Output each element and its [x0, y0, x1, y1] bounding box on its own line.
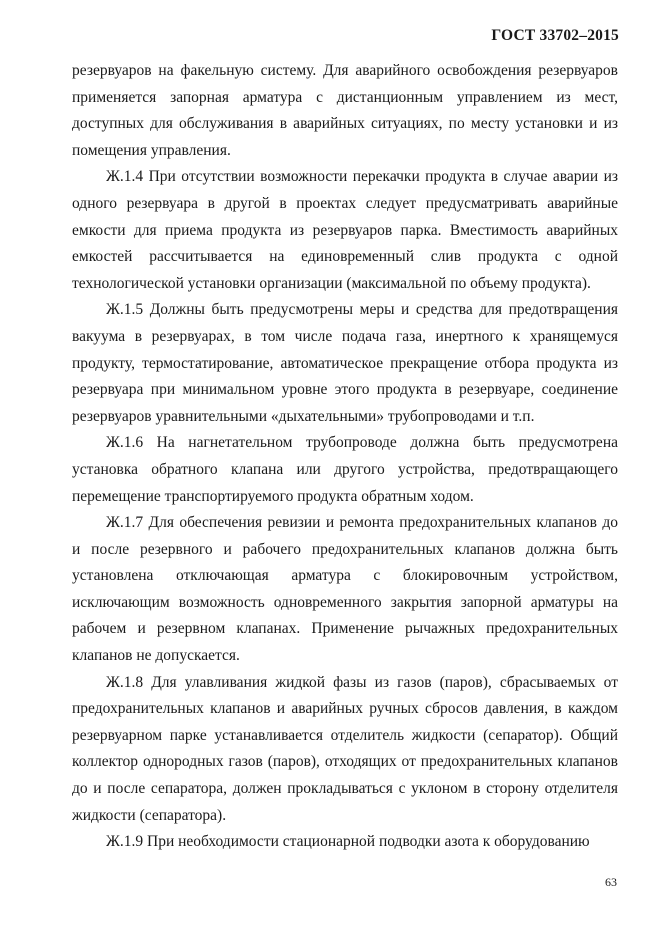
- page-number: 63: [605, 875, 617, 889]
- paragraph-j-1-6: Ж.1.6 На нагнетательном трубопроводе должна быть предусмотрена установка обратного клапана или другого устройства, предотвращающего перемещение транспортируемого продукта обратным ходом.: [72, 434, 618, 505]
- paragraph-j-1-8: Ж.1.8 Для улавливания жидкой фазы из газов (паров), сбрасываемых от предохранительных клапанов и аварийных ручных сбросов давления, в каждом резервуарном парке устанавливается отделитель жидкости (сепаратор). Общий коллектор однородных газов (паров), отходящих от предохранительных клапанов до и после сепаратора, должен прокладываться с уклоном в сторону отделителя жидкости (сепаратора).: [72, 673, 618, 824]
- page-content: [72, 58, 618, 856]
- paragraph-continuation: резервуаров на факельную систему. Для аварийного освобождения резервуаров применяется запорная арматура с дистанционным управлением из мест, доступных для обслуживания в аварийных ситуациях, по месту установки и из помещения управления.: [72, 62, 618, 159]
- paragraph-j-1-5: Ж.1.5 Должны быть предусмотрены меры и средства для предотвращения вакуума в резервуарах, в том числе подача газа, инертного к хранящемуся продукту, термостатирование, автоматическое прекращение отбора продукта из резервуара при минимальном уровне этого продукта в резервуаре, соединение резервуаров уравнительными «дыхательными» трубопроводами и т.п.: [72, 301, 618, 425]
- document-header: ГОСТ 33702–2015: [491, 27, 619, 44]
- paragraph-j-1-7: Ж.1.7 Для обеспечения ревизии и ремонта предохранительных клапанов до и после резервного и рабочего предохранительных клапанов должна быть установлена отключающая арматура с блокировочным устройством, исключающим возможность одновременного закрытия запорной арматуры на рабочем и резервном клапанах. Применение рычажных предохранительных клапанов не допускается.: [72, 514, 618, 665]
- paragraph-j-1-4: Ж.1.4 При отсутствии возможности перекачки продукта в случае аварии из одного резервуара в другой в проектах следует предусматривать аварийные емкости для приема продукта из резервуаров парка. Вместимость аварийных емкостей рассчитывается на единовременный слив продукта с одной технологической установки организации (максимальной по объему продукта).: [72, 168, 618, 292]
- paragraph-j-1-9: Ж.1.9 При необходимости стационарной подводки азота к оборудованию: [106, 833, 590, 851]
